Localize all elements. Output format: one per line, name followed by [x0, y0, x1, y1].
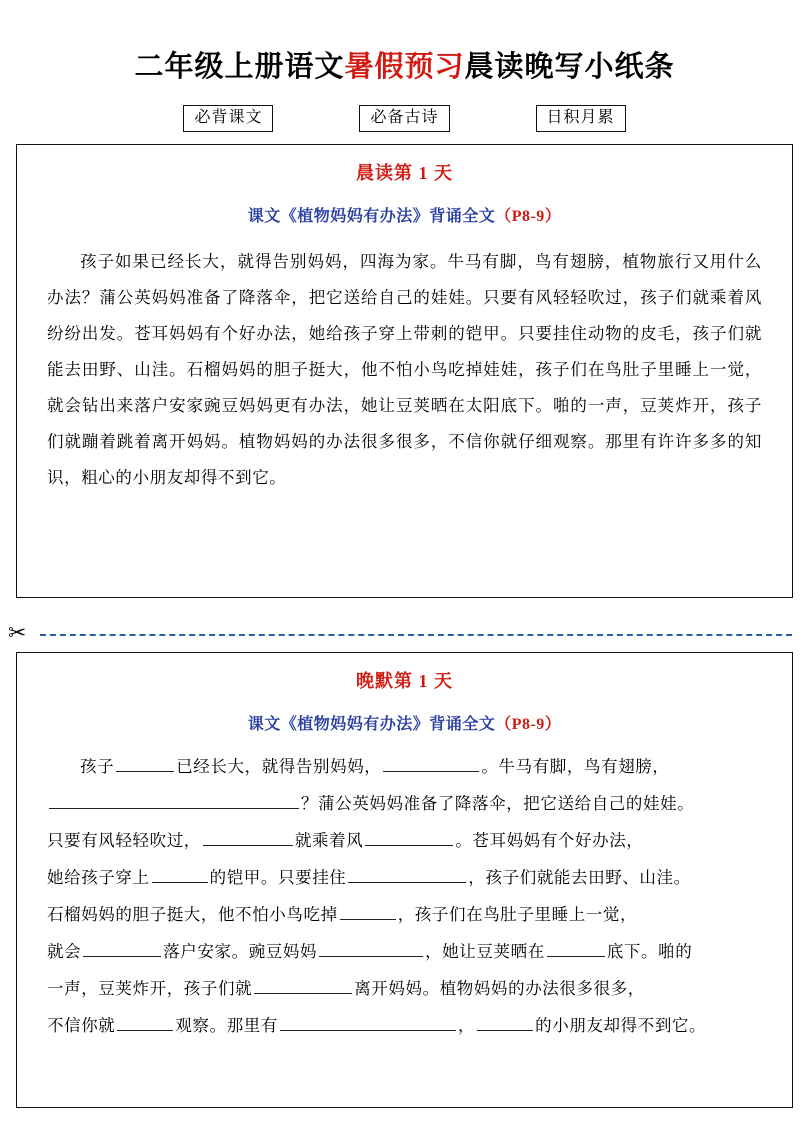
evening-fill-in-text [47, 748, 762, 1044]
tag-must-recite-texts[interactable]: 必背课文 [183, 105, 273, 132]
fill-blank[interactable] [83, 939, 161, 957]
fill-blank[interactable] [383, 754, 479, 772]
morning-subtitle-page: （P8-9） [495, 208, 562, 225]
fill-blank[interactable] [319, 939, 423, 957]
title-part-1: 二年级上册语文 [134, 51, 345, 83]
evening-heading: 晚默第 1 天 [356, 671, 453, 691]
fill-blank[interactable] [203, 828, 293, 846]
fill-text-run: 落户安家。豌豆妈妈 [163, 942, 318, 961]
fill-text-run: ， [458, 1016, 476, 1035]
cut-line-dashes [40, 634, 792, 636]
fill-blank[interactable] [365, 828, 453, 846]
fill-text-run: 观察。那里有 [175, 1016, 279, 1035]
morning-body-text: 孩子如果已经长大，就得告别妈妈，四海为家。牛马有脚，鸟有翅膀，植物旅行又用什么办法？蒲公英妈妈准备了降落伞，把它送给自己的娃娃。只要有风轻轻吹过，孩子们就乘着风纷纷出发。苍耳妈妈有个好办法，她给孩子穿上带刺的铠甲。只要挂住动物的皮毛，孩子们就能去田野、山洼。石榴妈妈的胆子挺大，他不怕小鸟吃掉娃娃，孩子们在鸟肚子里睡上一觉，就会钻出来落户安家豌豆妈妈更有办法，她让豆荚晒在太阳底下。啪的一声，豆荚炸开，孩子们就蹦着跳着离开妈妈。植物妈妈的办法很多很多，不信你就仔细观察。那里有许许多多的知识，粗心的小朋友却得不到它。 [47, 252, 762, 487]
fill-text-run: 就乘着风 [294, 831, 364, 850]
fill-text-run: 底下。啪的 [606, 942, 693, 961]
scissors-icon: ✂ [8, 620, 27, 645]
tag-row [0, 105, 809, 132]
cut-line [0, 620, 809, 648]
fill-text-run: 就会 [47, 942, 82, 961]
fill-text-run: 不信你就 [47, 1016, 116, 1035]
fill-text-run: 已经长大，就得告别妈妈， [176, 757, 382, 776]
page-title [0, 44, 809, 85]
fill-text-run: 孩子 [80, 757, 115, 776]
fill-text-run: 。牛马有脚，鸟有翅膀， [481, 757, 670, 776]
fill-text-run: 离开妈妈。植物妈妈的办法很多很多， [354, 979, 645, 998]
fill-text-run: ，孩子们就能去田野、山洼。 [468, 868, 691, 887]
fill-blank[interactable] [348, 865, 466, 883]
evening-subtitle [17, 711, 792, 734]
fill-text-run: 的铠甲。只要挂住 [209, 868, 347, 887]
fill-text-run: ？蒲公英妈妈准备了降落伞，把它送给自己的娃娃。 [301, 794, 695, 813]
morning-heading: 晨读第 1 天 [356, 163, 453, 183]
fill-blank[interactable] [116, 754, 174, 772]
fill-text-run: 石榴妈妈的胆子挺大，他不怕小鸟吃掉 [47, 905, 338, 924]
fill-text-run: 的小朋友却得不到它。 [535, 1016, 707, 1035]
evening-dictation-panel [16, 652, 793, 1108]
title-part-highlight: 暑假预习 [344, 51, 465, 83]
morning-subtitle-main: 课文《植物妈妈有办法》背诵全文 [247, 208, 496, 225]
fill-blank[interactable] [49, 791, 299, 809]
fill-blank[interactable] [117, 1013, 173, 1031]
fill-blank[interactable] [254, 976, 352, 994]
morning-reading-panel [16, 144, 793, 598]
fill-text-run: 只要有风轻轻吹过， [47, 831, 201, 850]
morning-subtitle [17, 203, 792, 226]
fill-text-run: 。苍耳妈妈有个好办法， [455, 831, 644, 850]
fill-blank[interactable] [340, 902, 396, 920]
fill-text-run: ，她让豆荚晒在 [425, 942, 545, 961]
fill-blank[interactable] [280, 1013, 456, 1031]
fill-blank[interactable] [152, 865, 208, 883]
evening-subtitle-main: 课文《植物妈妈有办法》背诵全文 [247, 716, 496, 733]
fill-blank[interactable] [547, 939, 605, 957]
tag-daily-accumulation[interactable]: 日积月累 [536, 105, 626, 132]
fill-text-run: ，孩子们在鸟肚子里睡上一觉， [397, 905, 638, 924]
fill-blank[interactable] [477, 1013, 533, 1031]
title-part-3: 晨读晚写小纸条 [464, 51, 675, 83]
tag-must-know-poems[interactable]: 必备古诗 [359, 105, 449, 132]
fill-text-run: 一声，豆荚炸开，孩子们就 [47, 979, 253, 998]
evening-subtitle-page: （P8-9） [495, 716, 562, 733]
fill-text-run: 她给孩子穿上 [47, 868, 150, 887]
